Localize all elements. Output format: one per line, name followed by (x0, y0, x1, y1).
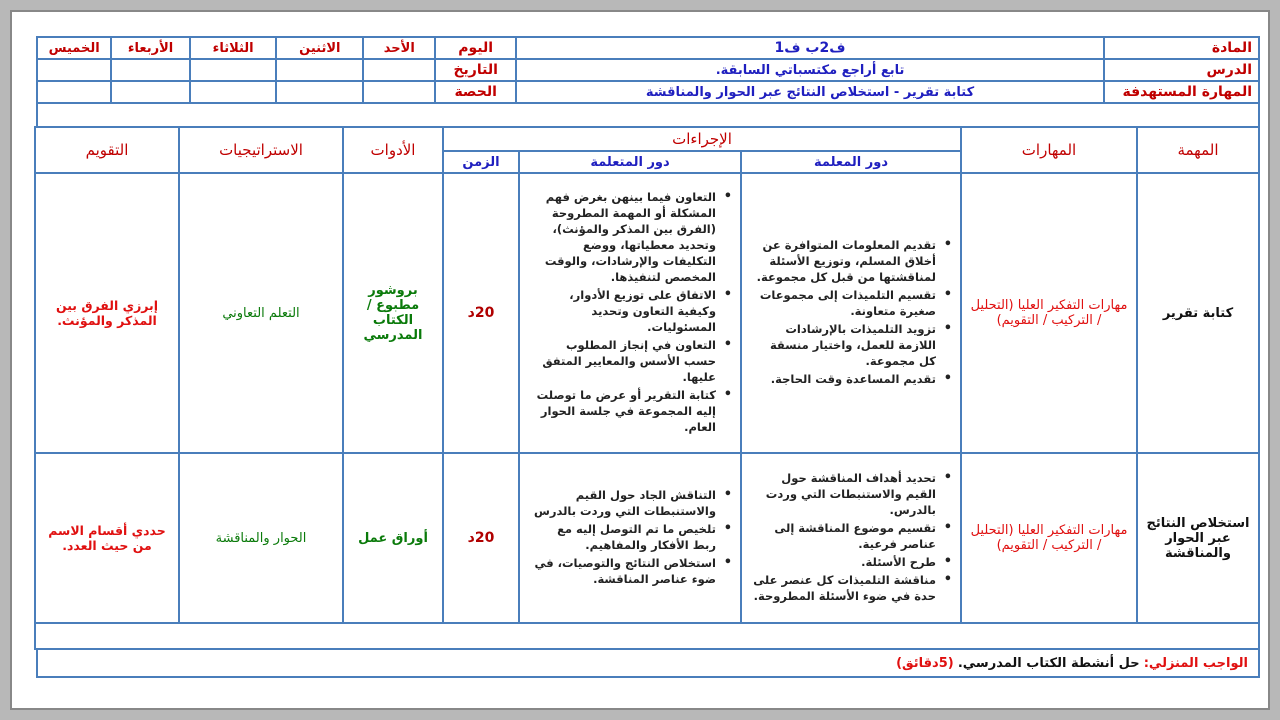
period-cell-monday (276, 81, 363, 103)
col-task-header: المهمة (1137, 127, 1259, 173)
list-item: • تلخيص ما تم التوصل إليه مع ربط الأفكار والمفاهيم. (530, 521, 732, 553)
day-tuesday: الثلاثاء (190, 37, 277, 59)
day-monday: الاثنين (276, 37, 363, 59)
lesson-label: الدرس (1104, 59, 1259, 81)
list-item: • التعاون فيما بينهن بغرض فهم المشكلة أو المهمة المطروحة (الفرق بين المذكر والمؤنث)، وتحديد معطياتها، ووضع التكليفات والإرشادات، والوقت المخصص لتنفيذها. (530, 189, 732, 285)
period-cell-sunday (363, 81, 435, 103)
evaluation-cell: حددي أقسام الاسم من حيث العدد. (35, 453, 179, 623)
table-row (35, 173, 1259, 453)
period-cell-tuesday (190, 81, 277, 103)
day-wednesday: الأربعاء (111, 37, 189, 59)
teacher-role-cell (741, 453, 961, 623)
strategy-cell: التعلم التعاوني (179, 173, 343, 453)
homework-text: حل أنشطة الكتاب المدرسي. (957, 655, 1140, 671)
col-teacher-role-header: دور المعلمة (741, 151, 961, 173)
lesson-plan-sheet (36, 36, 1260, 700)
lesson-value: تابع أراجع مكتسباتي السابقة. (516, 59, 1104, 81)
homework-duration: (5دقائق) (896, 655, 954, 671)
date-cell-tuesday (190, 59, 277, 81)
time-cell: 20د (443, 173, 519, 453)
tools-cell: أوراق عمل (343, 453, 443, 623)
task-cell: كتابة تقرير (1137, 173, 1259, 453)
tools-cell: بروشور مطبوع / الكتاب المدرسي (343, 173, 443, 453)
subject-value: ف2ب ف1 (516, 37, 1104, 59)
homework-row (37, 649, 1259, 677)
student-role-cell (519, 173, 741, 453)
list-item: • مناقشة التلميذات كل عنصر على حدة في ضوء الأسئلة المطروحة. (752, 572, 952, 604)
procedures-table (34, 126, 1260, 650)
date-cell-monday (276, 59, 363, 81)
day-sunday: الأحد (363, 37, 435, 59)
list-item: • تقسيم التلميذات إلى مجموعات صغيرة متعاونة. (752, 287, 952, 319)
footer-spacer (35, 623, 1259, 649)
student-role-cell (519, 453, 741, 623)
list-item: • الاتفاق على توزيع الأدوار، وكيفية التعاون وتحديد المسئوليات. (530, 287, 732, 335)
target-skill-value: كتابة تقرير - استخلاص النتائج عبر الحوار والمناقشة (516, 81, 1104, 103)
col-evaluation-header: التقويم (35, 127, 179, 173)
list-item: • كتابة التقرير أو عرض ما توصلت إليه المجموعة في جلسة الحوار العام. (530, 387, 732, 435)
homework-label: الواجب المنزلي: (1143, 655, 1248, 671)
header-table (36, 36, 1260, 128)
page-frame (10, 10, 1270, 710)
list-item: • طرح الأسئلة. (752, 554, 952, 570)
col-procedures-header: الإجراءات (443, 127, 961, 151)
list-item: • تحديد أهداف المناقشة حول القيم والاستنبطات التي وردت بالدرس. (752, 470, 952, 518)
col-skills-header: المهارات (961, 127, 1137, 173)
list-item: • تقديم المعلومات المتوافرة عن أخلاق المسلم، وتوزيع الأسئلة لمناقشتها من قبل كل مجموعة. (752, 237, 952, 285)
list-item: • التعاون في إنجاز المطلوب حسب الأسس والمعايير المتفق عليها. (530, 337, 732, 385)
col-tools-header: الأدوات (343, 127, 443, 173)
evaluation-cell: إبرزي الفرق بين المذكر والمؤنث. (35, 173, 179, 453)
col-strategies-header: الاستراتيجيات (179, 127, 343, 173)
homework-table (36, 648, 1260, 678)
col-time-header: الزمن (443, 151, 519, 173)
subject-label: المادة (1104, 37, 1259, 59)
day-thursday: الخميس (37, 37, 111, 59)
period-cell-wednesday (111, 81, 189, 103)
col-student-role-header: دور المتعلمة (519, 151, 741, 173)
list-item: • تزويد التلميذات بالإرشادات اللازمة للعمل، واختيار منسقة كل مجموعة. (752, 321, 952, 369)
date-cell-thursday (37, 59, 111, 81)
list-item: • تقسيم موضوع المناقشة إلى عناصر فرعية. (752, 520, 952, 552)
date-cell-sunday (363, 59, 435, 81)
list-item: • استخلاص النتائج والتوصيات، في ضوء عناصر المناقشة. (530, 555, 732, 587)
period-cell-thursday (37, 81, 111, 103)
day-label: اليوم (435, 37, 516, 59)
list-item: • تقديم المساعدة وقت الحاجة. (752, 371, 952, 387)
header-spacer (37, 103, 1259, 127)
skills-cell: مهارات التفكير العليا (التحليل / التركيب / التقويم) (961, 173, 1137, 453)
task-cell: استخلاص النتائج عبر الحوار والمناقشة (1137, 453, 1259, 623)
skills-cell: مهارات التفكير العليا (التحليل / التركيب / التقويم) (961, 453, 1137, 623)
time-cell: 20د (443, 453, 519, 623)
target-skill-label: المهارة المستهدفة (1104, 81, 1259, 103)
date-label: التاريخ (435, 59, 516, 81)
list-item: • التناقش الجاد حول القيم والاستنبطات التي وردت بالدرس (530, 487, 732, 519)
table-row (35, 453, 1259, 623)
date-cell-wednesday (111, 59, 189, 81)
period-label: الحصة (435, 81, 516, 103)
teacher-role-cell (741, 173, 961, 453)
strategy-cell: الحوار والمناقشة (179, 453, 343, 623)
